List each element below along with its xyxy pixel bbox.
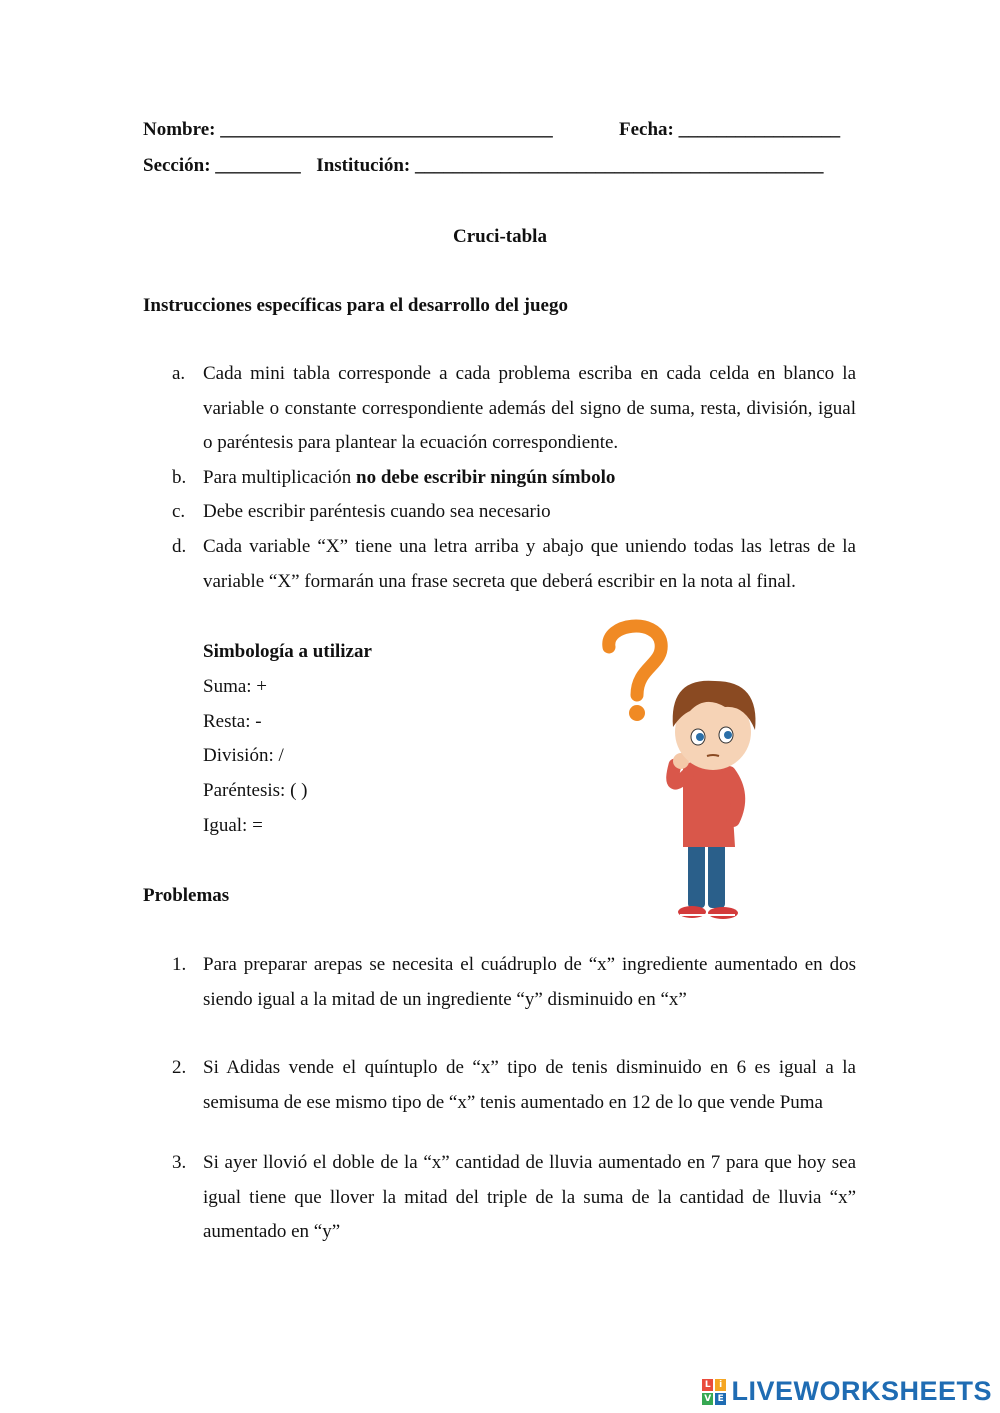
symbol-parentesis: Paréntesis: ( ): [203, 780, 308, 801]
page-title: Cruci-tabla: [453, 226, 547, 247]
item-marker: 1.: [172, 954, 187, 975]
seccion-field[interactable]: _________: [215, 155, 301, 176]
nombre-label: Nombre:: [143, 119, 216, 140]
item-marker: a.: [172, 363, 186, 384]
item-text: Cada mini tabla corresponde a cada problema escriba en cada celda en blanco la variable o constante correspondiente además del signo de suma, resta, división, igual o paréntesis para plantear la ecuación correspondiente.: [203, 363, 856, 453]
instruction-item-c: [172, 495, 856, 530]
instruction-item-d: [172, 530, 856, 599]
nombre-line: [143, 119, 553, 141]
item-text: Debe escribir paréntesis cuando sea necesario: [203, 501, 551, 522]
brand-mark-icon: L i V E: [702, 1379, 726, 1405]
item-text: Para preparar arepas se necesita el cuádruplo de “x” ingrediente aumentado en dos siendo igual a la mitad de un ingrediente “y” disminuido en “x”: [203, 954, 856, 1010]
symbol-suma: Suma: +: [203, 676, 268, 697]
item-text: Si ayer llovió el doble de la “x” cantidad de lluvia aumentado en 7 para que hoy sea igual tiene que llover la mitad del triple de la suma de la cantidad de lluvia “x” aumentado en “y”: [203, 1152, 856, 1242]
symbol-resta: Resta: -: [203, 711, 262, 732]
seccion-line: [143, 155, 824, 177]
symbology-heading: Simbología a utilizar: [203, 641, 372, 662]
item-marker: 3.: [172, 1152, 187, 1173]
problem-item-2: [172, 1051, 856, 1120]
instruction-item-a: [172, 357, 856, 461]
instructions-heading: Instrucciones específicas para el desarrollo del juego: [143, 295, 568, 316]
fecha-field[interactable]: _________________: [678, 119, 841, 140]
nombre-field[interactable]: ___________________________________: [220, 119, 553, 140]
fecha-label: Fecha:: [619, 119, 674, 140]
item-marker: 2.: [172, 1057, 187, 1078]
problem-item-3: [172, 1146, 856, 1250]
item-text: Si Adidas vende el quíntuplo de “x” tipo de tenis disminuido en 6 es igual a la semisuma de ese mismo tipo de “x” tenis aumentado en 12 de lo que vende Puma: [203, 1057, 856, 1113]
item-text: Para multiplicación no debe escribir ningún símbolo: [203, 467, 616, 488]
item-bold-text: no debe escribir ningún símbolo: [356, 467, 616, 488]
item-text: Cada variable “X” tiene una letra arriba y abajo que uniendo todas las letras de la variable “X” formarán una frase secreta que deberá escribir en la nota al final.: [203, 536, 856, 592]
brand-name: LIVEWORKSHEETS: [731, 1376, 992, 1406]
item-marker: d.: [172, 536, 187, 557]
instruction-item-b: [172, 461, 856, 496]
institucion-field[interactable]: ___________________________________________: [415, 155, 824, 176]
item-marker: c.: [172, 501, 186, 522]
fecha-line: [619, 119, 840, 141]
symbol-division: División: /: [203, 745, 284, 766]
liveworksheets-logo: [702, 1376, 992, 1407]
thinking-boy-illustration: [595, 615, 785, 925]
item-marker: b.: [172, 467, 187, 488]
problems-heading: Problemas: [143, 885, 230, 906]
question-mark-icon: [609, 626, 661, 721]
symbol-igual: Igual: =: [203, 815, 263, 836]
institucion-label: Institución:: [316, 155, 411, 176]
problem-item-1: [172, 948, 856, 1017]
seccion-label: Sección:: [143, 155, 211, 176]
